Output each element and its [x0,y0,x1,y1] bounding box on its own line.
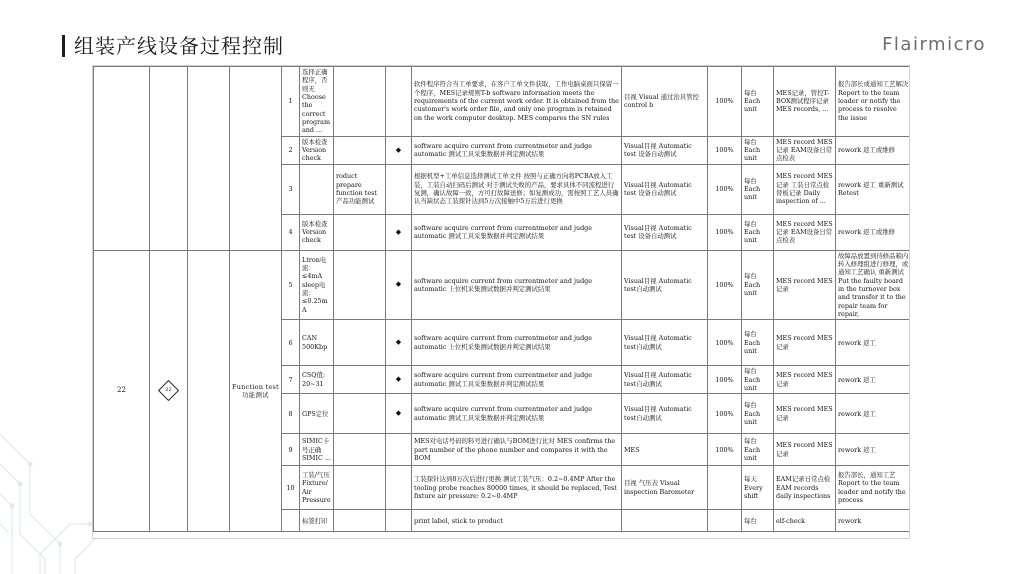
frequency-cell: 每台 Each unit [742,320,774,366]
key-mark [386,434,412,466]
rate-cell: 100% [708,250,742,320]
table-row [94,67,911,137]
badge-cell [150,67,188,251]
frequency-cell: 每台 Each unit [742,434,774,466]
rate-cell [708,510,742,532]
rate-cell: 100% [708,214,742,250]
record-cell: MES record MES 记录 EAM设备日常点检表 [774,136,836,164]
parameter-cell: SIMIC卡号正确 SIMIC ... [300,434,334,466]
tool-cell: Visual目视 Automatic test自动测试 [622,250,708,320]
step-number: 3 [282,164,300,214]
tool-cell: MES [622,434,708,466]
parameter-cell: CSQ值: 20~31 [300,366,334,394]
action-cell: rework 返工 重新测试 Retest [836,164,911,214]
record-cell: elf-check [774,510,836,532]
spec-cell [334,394,386,434]
process-table [93,66,910,532]
parameter-cell: 工装/气压 Fixture/Air Pressure [300,466,334,510]
key-mark: ◆ [386,394,412,434]
frequency-cell: 每台 Each unit [742,214,774,250]
parameter-cell: 标签打印 [300,510,334,532]
method-cell: 软件程序符合当工单要求，在客户工单文件获取，工作电脑桌面只保留一个程序，MES记录规则T-b software information meets the requirements of the current work order. It is obtained from the customer's work order file, and only one program is retained on the work computer desktop. MES compares the SN rules [412,67,622,137]
frequency-cell: 每台 Each unit [742,366,774,394]
station-cell [188,250,230,532]
function-name-cn: 功能测试 [242,390,269,399]
method-cell: MES对电话号码的料号进行确认与BOM进行比对 MES confirms the part number of the phone number and compares it with the BOM [412,434,622,466]
frequency-cell: 每台 [742,510,774,532]
tool-cell: Visual目视 Automatic test 设备自动测试 [622,164,708,214]
step-number [282,510,300,532]
rate-cell: 100% [708,320,742,366]
record-cell: MES record MES 记录 EAM设备日常点检表 [774,214,836,250]
step-number: 2 [282,136,300,164]
tool-cell [622,510,708,532]
key-mark: ◆ [386,366,412,394]
frequency-cell: 每台 Each unit [742,250,774,320]
table-body [94,67,911,532]
key-mark [386,67,412,137]
record-cell: MES记录，管控T-BOX测试程序记录 MES records, ... [774,67,836,137]
key-mark [386,466,412,510]
frequency-cell: 每台 Each unit [742,394,774,434]
function-name-en: Function test [232,382,279,391]
method-cell: software acquire current from currentmeter and judge automatic 测试工具采集数据并判定测试结果 [412,136,622,164]
step-number: 10 [282,466,300,510]
station-cell [188,67,230,251]
record-cell: EAM记录日常点检 EAM records daily inspections [774,466,836,510]
method-cell: software acquire current from currentmeter and judge automatic 测试工具采集数据并判定测试结果 [412,214,622,250]
method-cell: print label, stick to product [412,510,622,532]
rate-cell: 100% [708,366,742,394]
step-number: 9 [282,434,300,466]
record-cell: MES record MES 记录 [774,250,836,320]
spec-cell [334,320,386,366]
method-cell: software acquire current from currentmeter and judge automatic 测试工具采集数据并判定测试结果 [412,366,622,394]
rate-cell: 100% [708,394,742,434]
spec-cell [334,434,386,466]
action-cell: rework 返工或维修 [836,214,911,250]
method-cell: 工装探针达到8万次后进行更换 测试工装气压：0.2~0.4MP After the tooling probe reaches 80000 times, it should be replaced, Test fixture air pressure: 0.2~0.4MP [412,466,622,510]
parameter-cell: GPS定位 [300,394,334,434]
group-number-cell [94,67,150,251]
rate-cell: 100% [708,136,742,164]
key-mark [386,510,412,532]
step-number: 6 [282,320,300,366]
key-mark: ◆ [386,250,412,320]
spec-cell [334,510,386,532]
tool-cell: Visual目视 Automatic test 设备自动测试 [622,136,708,164]
page-title: 组装产线设备过程控制 [74,34,284,58]
frequency-cell: 每台 Each unit [742,164,774,214]
record-cell: MES record MES 记录 [774,320,836,366]
record-cell: MES record MES 记录 [774,366,836,394]
action-cell: rework [836,510,911,532]
method-cell: software acquire current from currentmeter and judge automatic 测试工具采集数据并判定测试结果 [412,394,622,434]
brand-logo-text: Flairmicro [882,34,986,55]
step-number: 4 [282,214,300,250]
key-mark: ◆ [386,214,412,250]
parameter-cell: Ltron电流：≤4mA sleep电流：≤0.25mA [300,250,334,320]
spec-cell [334,466,386,510]
key-mark: ◆ [386,136,412,164]
diamond-badge-icon [152,383,185,398]
method-cell: 根据机型+工单信息选择测试工单文件 按照与正确方向将PCBA放入工装，工装自动扫码后测试 对于测试失败的产品，要求具体不同流程进行复测，确认故障一致，方可打故障送修；如复测成功，需按照工艺人员确认当缺状态工装探针达到5万次接触中5万后进行更换 [412,164,622,214]
tool-cell: Visual目视 Automatic test 设备自动测试 [622,214,708,250]
parameter-cell: 版本检查 Version check [300,214,334,250]
frequency-cell: 每台 Each unit [742,136,774,164]
tool-cell: Visual目视 Automatic test自动测试 [622,366,708,394]
table-row [94,250,911,320]
tool-cell: Visual目视 Automatic test自动测试 [622,394,708,434]
action-cell: 报告部长，通知工艺Report to the team leader and notify the process [836,466,911,510]
spec-cell [334,366,386,394]
tool-cell: 目视 Visual 通过治具管控 control b [622,67,708,137]
function-test-label [230,250,282,532]
method-cell: software acquire current from currentmeter and judge automatic 上位机采集测试数据并判定测试结果 [412,320,622,366]
action-cell: rework 返工 [836,366,911,394]
method-cell: software acquire current from currentmeter and judge automatic 上位机采集测试数据并判定测试结果 [412,250,622,320]
record-cell: MES record MES 记录 [774,434,836,466]
record-cell: MES record MES 记录 工装日常点检 替板记录 Daily inspection of ... [774,164,836,214]
action-cell: rework 返工 [836,434,911,466]
rate-cell: 100% [708,164,742,214]
action-cell: rework 返工或维修 [836,136,911,164]
spec-cell: roduct prepare function test 产品功能测试 [334,164,386,214]
parameter-cell: 选择正确程序，否则无 Choose the correct program and ... [300,67,334,137]
key-mark: ◆ [386,320,412,366]
tool-cell: 目视 气压表 Visual inspection Barometer [622,466,708,510]
step-number: 5 [282,250,300,320]
function-cell [230,67,282,251]
action-cell: 故障品放置到待修品箱内转入修理组进行修理，或通知工艺确认 重新测试 Put the faulty board in the turnover box and transfer it to the repair team for repair, [836,250,911,320]
tool-cell: Visual目视 Automatic test自动测试 [622,320,708,366]
step-number: 8 [282,394,300,434]
parameter-cell [300,164,334,214]
rate-cell: 100% [708,434,742,466]
rate-cell [708,466,742,510]
badge-label: 22 [165,387,172,394]
group-number: 22 [94,250,150,532]
key-mark [386,164,412,214]
action-cell: rework 返工 [836,394,911,434]
parameter-cell: CAN 500Kbp [300,320,334,366]
frequency-cell: 每天 Every shift [742,466,774,510]
action-cell: 报告部长或通知工艺解决 Report to the team leader or notify the process to resolve the issue [836,67,911,137]
action-cell: rework 返工 [836,320,911,366]
process-control-sheet [92,65,910,539]
title-accent-bar [62,35,65,57]
group-badge-cell [150,250,188,532]
step-number: 1 [282,67,300,137]
record-cell: MES record MES 记录 [774,394,836,434]
parameter-cell: 版本检查 Version check [300,136,334,164]
rate-cell: 100% [708,67,742,137]
spec-cell [334,214,386,250]
spec-cell [334,136,386,164]
spec-cell [334,250,386,320]
spec-cell [334,67,386,137]
step-number: 7 [282,366,300,394]
frequency-cell: 每台 Each unit [742,67,774,137]
